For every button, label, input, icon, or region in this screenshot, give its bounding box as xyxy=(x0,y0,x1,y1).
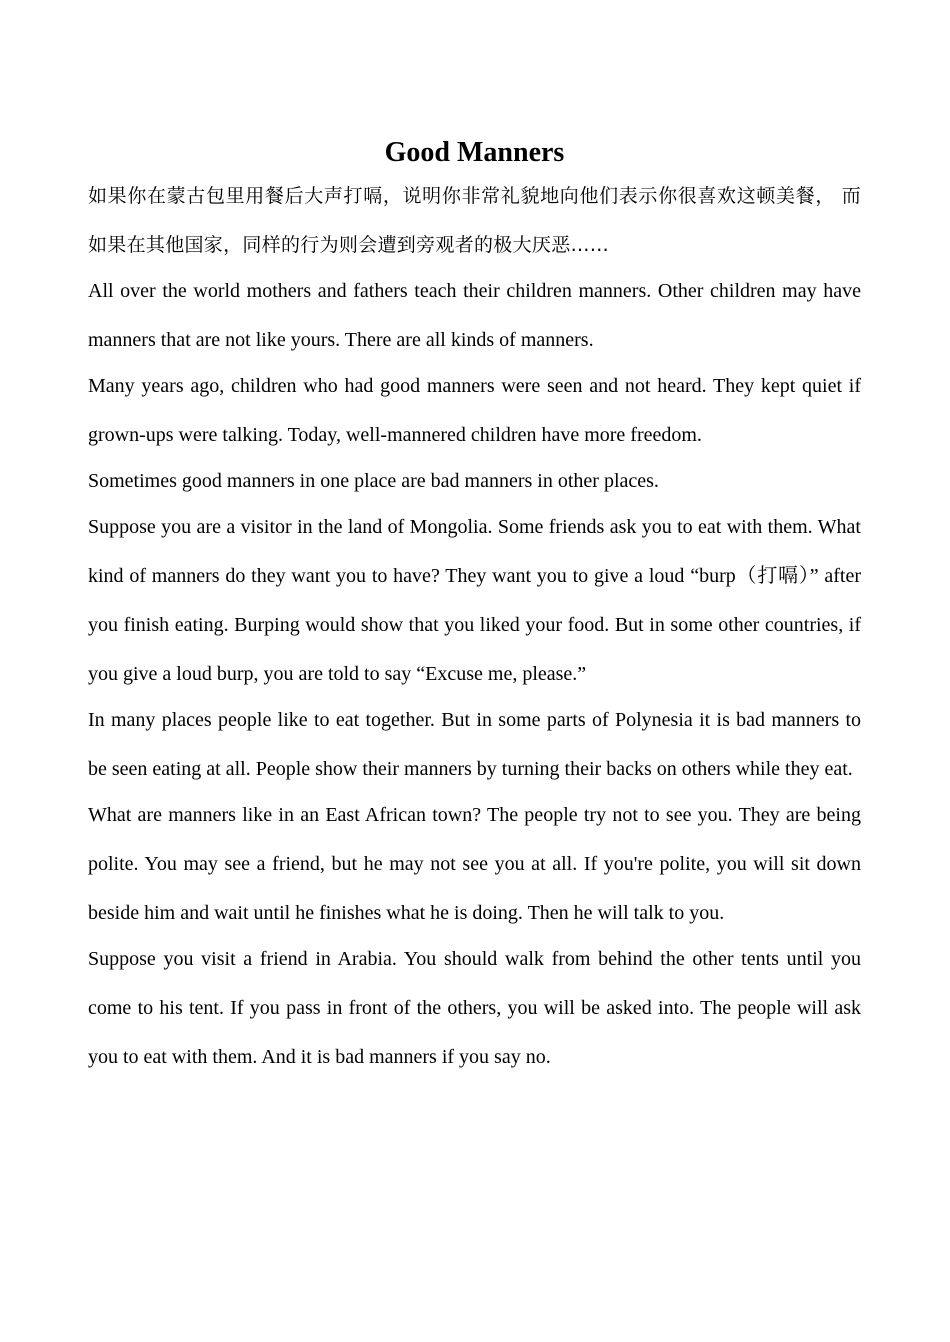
paragraph-1: All over the world mothers and fathers teach their children manners. Other children may have manners that are not like yours. There are all kinds of manners. xyxy=(88,280,861,351)
paragraph-2: Many years ago, children who had good manners were seen and not heard. They kept quiet if grown-ups were talking. Today, well-mannered children have more freedom. xyxy=(88,375,861,446)
paragraph-5: In many places people like to eat together. But in some parts of Polynesia it is bad manners to be seen eating at all. People show their manners by turning their backs on others while they eat. xyxy=(88,709,861,780)
paragraph-6: What are manners like in an East African town? The people try not to see you. They are being polite. You may see a friend, but he may not see you at all. If you're polite, you will sit down beside him and wait until he finishes what he is doing. Then he will talk to you. xyxy=(88,804,861,924)
intro-paragraph-chinese: 如果你在蒙古包里用餐后大声打嗝，说明你非常礼貌地向他们表示你很喜欢这顿美餐， 而如果在其他国家，同样的行为则会遭到旁观者的极大厌恶…… xyxy=(88,185,861,256)
paragraph-4: Suppose you are a visitor in the land of Mongolia. Some friends ask you to eat with them. What kind of manners do they want you to have? They want you to give a loud “burp（打嗝）” after you finish eating. Burping would show that you liked your food. But in some other countries, if you give a loud burp, you are told to say “Excuse me, please.” xyxy=(88,516,861,685)
document-title: Good Manners xyxy=(384,137,565,168)
document-body xyxy=(88,133,861,1082)
paragraph-3: Sometimes good manners in one place are bad manners in other places. xyxy=(88,470,659,492)
paragraph-7: Suppose you visit a friend in Arabia. You should walk from behind the other tents until you come to his tent. If you pass in front of the others, you will be asked into. The people will ask you to eat with them. And it is bad manners if you say no. xyxy=(88,948,861,1068)
